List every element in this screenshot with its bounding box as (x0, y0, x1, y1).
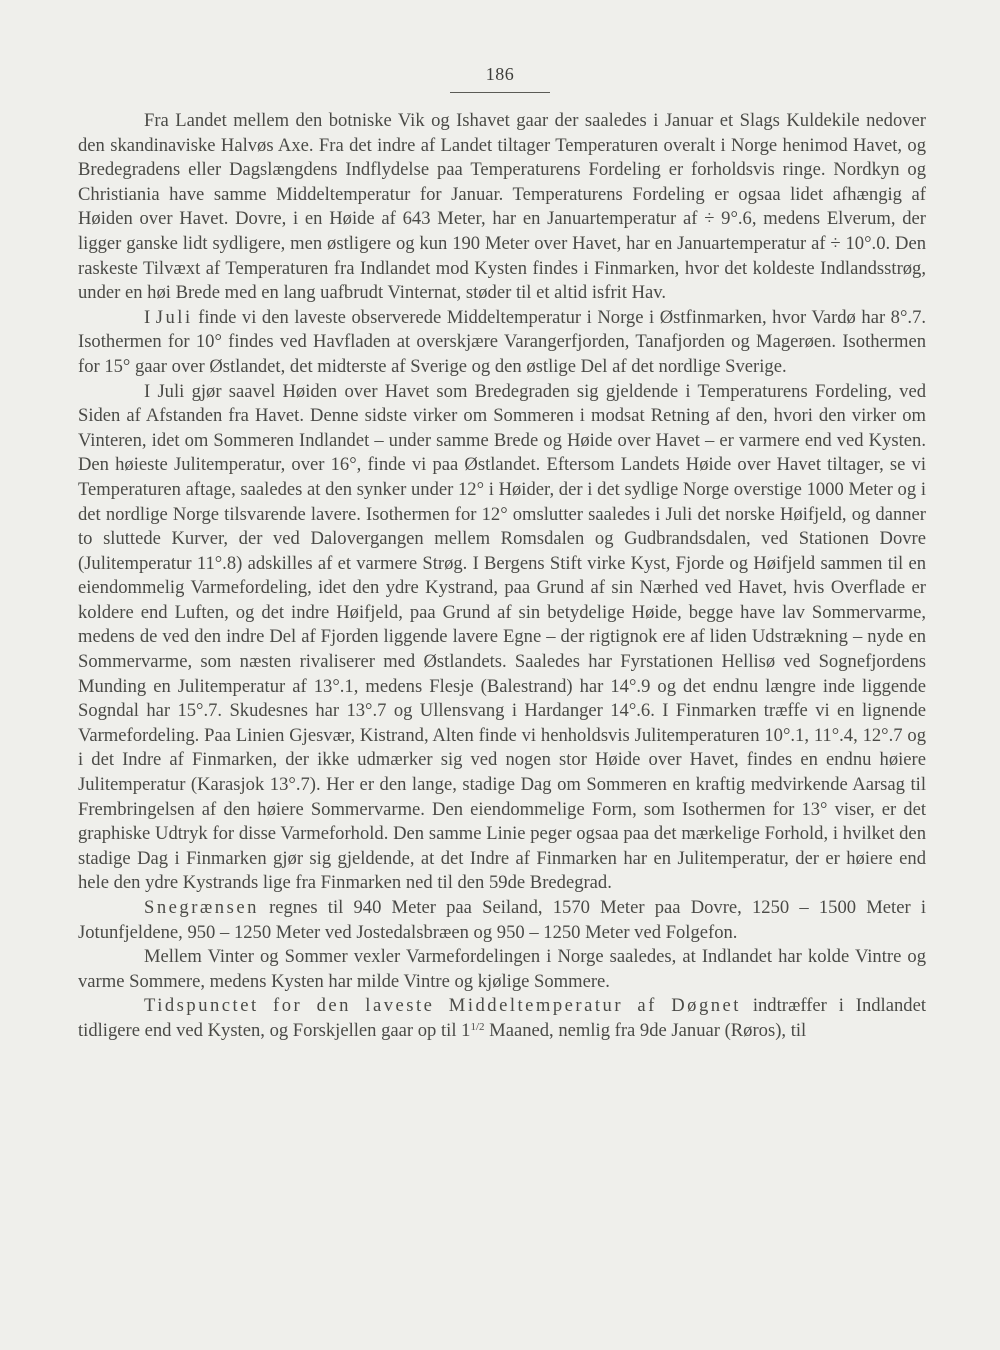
paragraph-january: Fra Landet mellem den botniske Vik og Ishavet gaar der saaledes i Januar et Slags Kuldekile nedover den skandinaviske Halvøs Axe. Fra det indre af Landet tiltager Temperaturen overalt i Norge henimod Havet, og Bredegradens eller Dagslængdens Indflydelse paa Temperaturens Fordeling er forholdsvis ringe. Nordkyn og Christiania have samme Middeltemperatur for Januar. Temperaturens Fordeling er ogsaa lidet afhængig af Høiden over Havet. Dovre, i en Høide af 643 Meter, har en Januartemperatur af ÷ 9°.6, medens Elverum, der ligger ganske lidt sydligere, men østligere og kun 190 Meter over Havet, har en Januartemperatur af ÷ 10°.0. Den raskeste Tilvæxt af Temperaturen fra Indlandet mod Kysten findes i Finmarken, hvor det koldeste Indlandsstrøg, under en høi Brede med en lang uafbrudt Vinternat, støder til et altid isfrit Hav. (78, 110, 926, 304)
page-number-rule (450, 92, 550, 93)
paragraph-seasonal-exchange: Mellem Vinter og Sommer vexler Varmefordelingen i Norge saaledes, at Indlandet har kolde Vintre og varme Sommere, medens Kysten har milde Vintre og kjølige Sommere. (78, 946, 926, 992)
fraction-one-half: 1/2 (470, 1020, 485, 1033)
document-body (78, 109, 926, 1044)
paragraph-text: regnes til 940 Meter paa Seiland, 1570 Meter paa Dovre, 1250 – 1500 Meter i Jotunfjeldene, 950 – 1250 Meter ved Jostedalsbræen og 950 – 1250 Meter ved Folgefon. (78, 897, 926, 943)
spaced-term-snegraensen: Snegrænsen (144, 897, 259, 918)
paragraph-july-distribution: I Juli gjør saavel Høiden over Havet som Bredegraden sig gjeldende i Temperaturens Fordeling, ved Siden af Afstanden fra Havet. Denne sidste virker om Sommeren i modsat Retning af den, hvori den virker om Vinteren, idet om Sommeren Indlandet – under samme Brede og Høide over Havet – er varmere end ved Kysten. Den høieste Julitemperatur, over 16°, finde vi paa Østlandet. Eftersom Landets Høide over Havet tiltager, se vi Temperaturen aftage, saaledes at den synker under 12° i Høider, der i det sydlige Norge overstige 1000 Meter og i det nordlige Norge tilsvarende lavere. Isothermen for 12° omslutter saaledes i Juli det norske Høifjeld, og danner to sluttede Kurver, der ved Dalovergangen mellem Romsdalen og Gudbrandsdalen, ved Stationen Dovre (Julitemperatur 11°.8) adskilles af et varmere Strøg. I Bergens Stift virke Kyst, Fjorde og Høifjeld sammen til en eiendommelig Varmefordeling, idet den ydre Kystrand, paa Grund af sin Nærhed ved Havet, hvis Overflade er koldere end Luften, og det indre Høifjeld, paa Grund af sin betydelige Høide, begge have lav Sommervarme, medens de ved den indre Del af Fjorden liggende lavere Egne – der rigtignok ere af liden Udstrækning – nyde en Sommervarme, som næsten rivaliserer med Østlandets. Saaledes har Fyrstationen Hellisø ved Sognefjordens Munding en Julitemperatur af 13°.1, medens Flesje (Balestrand) har 14°.9 og det endnu længre inde liggende Sogndal har 15°.7. Skudesnes har 13°.7 og Ullensvang i Hardanger 14°.6. I Finmarken træffe vi en lignende Varmefordeling. Paa Linien Gjesvær, Kistrand, Alten finde vi henholdsvis Julitemperaturen 10°.1, 11°.4, 12°.7 og i det Indre af Finmarken, der ikke udmærker sig ved nogen stor Høide over Havet, findes en endnu høiere Julitemperatur (Karasjok 13°.7). Her er den lange, stadige Dag om Sommeren en kraftig medvirkende Aarsag til Frembringelsen af den høiere Sommervarme. Den eiendommelige Form, som Isothermen for 13° viser, er det graphiske Udtryk for disse Varmeforhold. Den samme Linie peger ogsaa paa det mærkelige Forhold, i hvilket den stadige Dag i Finmarken gjør sig gjeldende, at det Indre af Finmarken har en Julitemperatur, der er høiere end hele den ydre Kystrands lige fra Finmarken ned til den 59de Bredegrad. (78, 380, 926, 894)
paragraph-lead: I (144, 306, 156, 328)
paragraph-july-intro (78, 306, 926, 380)
paragraph-text: Maaned, nemlig fra 9de Januar (Røros), til (484, 1019, 807, 1041)
paragraph-time-of-minimum (78, 994, 926, 1043)
paragraph-snow-line (78, 896, 926, 945)
paragraph-text: finde vi den laveste observerede Middeltemperatur i Norge i Østfinmarken, hvor Vardø har 8°.7. Isothermen for 10° findes ved Havfladen at overskjære Varangerfjorden, Tanafjorden og Magerøen. Isothermen for 15° gaar over Østlandet, det midterste af Sverige og den østlige Del af det nordlige Sverige. (78, 306, 927, 377)
spaced-term-juli: Juli (155, 306, 193, 328)
paragraph-text-before-fraction: indtræffer i Indlandet tidligere end ved Kysten, og Forskjellen gaar op til 1 (78, 995, 926, 1041)
page-number: 186 (485, 64, 515, 84)
spaced-term-tidspunctet: Tidspunctet for den laveste Middeltemperatur af Døgnet (144, 995, 741, 1017)
